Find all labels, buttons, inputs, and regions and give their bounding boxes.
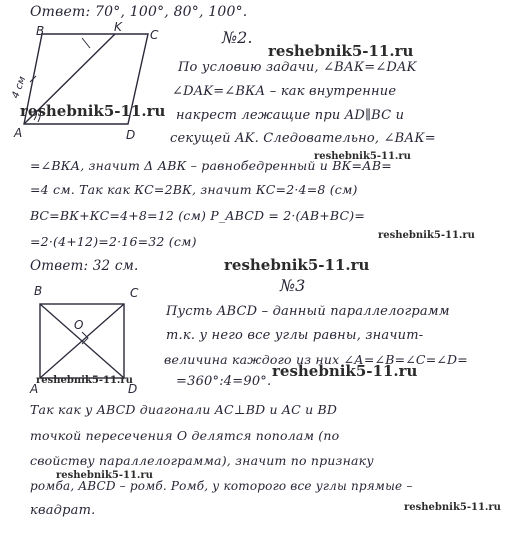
watermark-4: reshebnik5-11.ru [378,230,475,241]
figure1-side-label: 4 см [10,75,29,100]
task3-line-1: Пусть ABCD – данный параллелограмм [166,304,450,319]
task-number-2: №2. [222,28,253,47]
task2-line-1: По условию задачи, ∠ВАК=∠DAK [178,60,417,75]
task3-line-6: точкой пересечения О делятся пополам (по [30,428,340,443]
answer-task1: Ответ: 70°, 100°, 80°, 100°. [30,4,248,20]
watermark-7: reshebnik5-11.ru [272,362,418,380]
task2-line-6: =4 см. Так как КС=2ВК, значит КС=2·4=8 (см) [30,182,358,197]
task2-line-8: =2·(4+12)=2·16=32 (см) [30,234,197,249]
figure2-label-a: A [30,382,39,396]
watermark-8: reshebnik5-11.ru [56,470,153,481]
task3-line-4: =360°:4=90°. [176,374,272,389]
watermark-2: reshebnik5-11.ru [20,102,166,120]
task2-line-4: секущей AK. Следовательно, ∠ВАК= [170,131,436,146]
watermark-9: reshebnik5-11.ru [404,502,501,513]
figure2-label-d: D [128,382,138,396]
figure1-label-k: K [114,20,122,34]
watermark-5: reshebnik5-11.ru [224,256,370,274]
figure2-label-c: C [130,286,139,300]
task3-line-8: ромба, ABCD – ромб. Ромб, у которого все углы прямые – [30,479,413,493]
figure1-label-b: B [36,24,45,38]
task3-line-3: величина каждого из них ∠А=∠В=∠С=∠D= [164,352,468,367]
task-number-3: №3 [280,276,306,295]
task2-line-7: ВС=ВК+КС=4+8=12 (см) P_ABCD = 2·(AB+BC)= [30,208,366,223]
watermark-1: reshebnik5-11.ru [268,42,414,60]
square-figure [38,302,128,382]
task2-line-2: ∠DAK=∠ВКА – как внутренние [172,84,397,99]
task3-line-5: Так как у ABCD диагонали AC⊥BD и AC и BD [30,402,338,417]
task3-line-2: т.к. у него все углы равны, значит- [166,328,424,343]
figure1-label-c: C [150,28,159,42]
figure2-label-b: B [34,284,43,298]
figure1-label-d: D [126,128,136,142]
task2-line-3: накрест лежащие при AD∥BC и [176,108,405,123]
answer-task2: Ответ: 32 см. [30,258,139,274]
task3-line-9: квадрат. [30,503,96,518]
figure2-label-o: O [74,318,84,332]
task2-line-5: =∠ВКА, значит Δ АВК – равнобедренный и ВК=АВ= [30,158,392,173]
watermark-6: reshebnik5-11.ru [36,375,133,386]
watermark-3: reshebnik5-11.ru [314,151,411,162]
figure1-label-a: A [14,126,23,140]
task3-line-7: свойству параллелограмма), значит по признаку [30,453,374,468]
